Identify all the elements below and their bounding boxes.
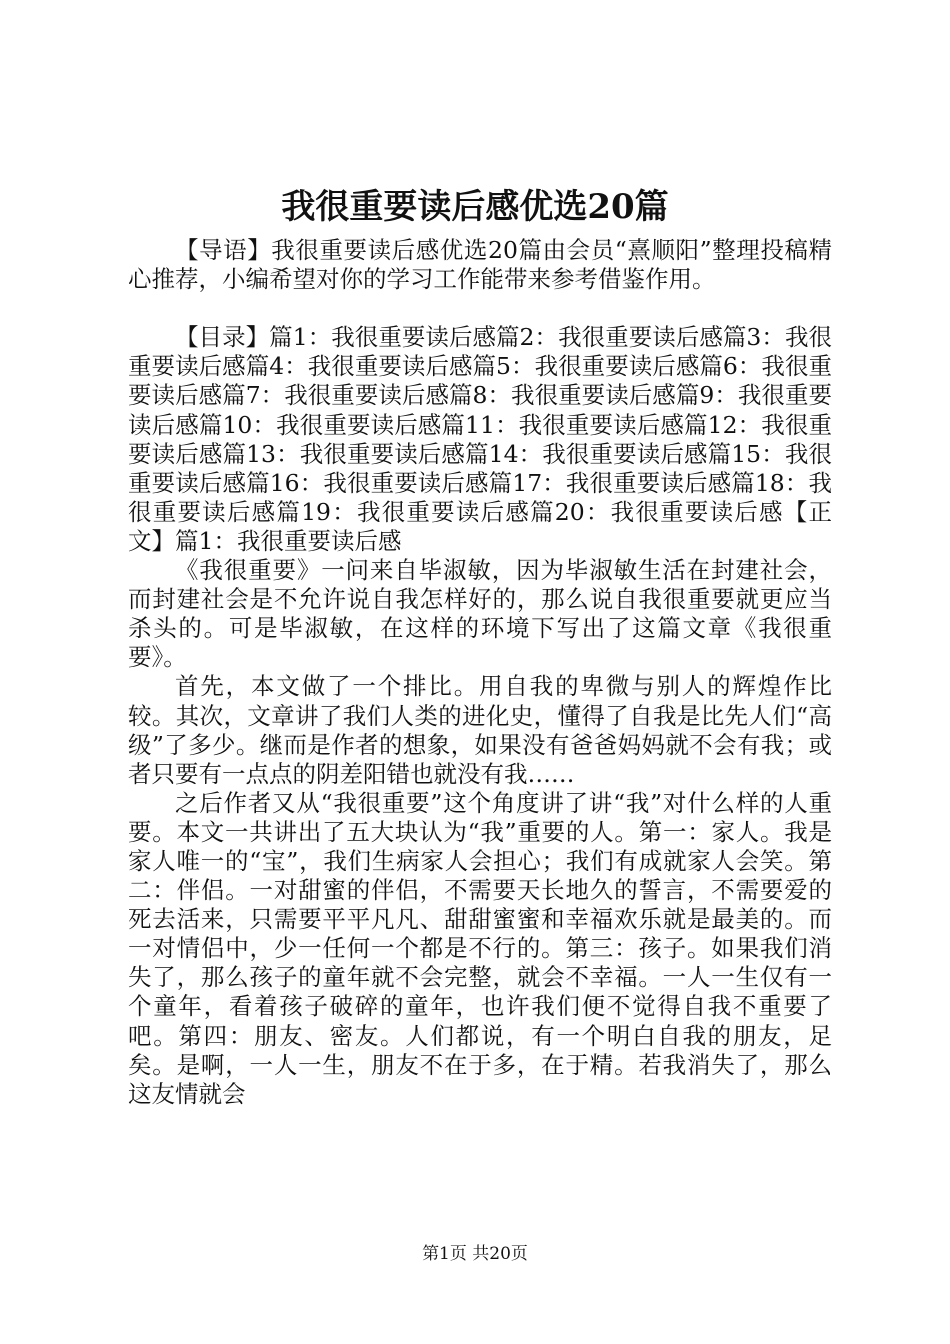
body-paragraph: 之后作者又从“我很重要”这个角度讲了讲“我”对什么样的人重要。本文一共讲出了五大块认为“我”重要的人。第一：家人。我是家人唯一的“宝”，我们生病家人会担心；我们有成就家人会笑。第二：伴侣。一对甜蜜的伴侣，不需要天长地久的誓言，不需要爱的死去活来，只需要平平凡凡、甜甜蜜蜜和幸福欢乐就是最美的。而一对情侣中，少一任何一个都是不行的。第三：孩子。如果我们消失了，那么孩子的童年就不会完整，就会不幸福。一人一生仅有一个童年，看着孩子破碎的童年，也许我们便不觉得自我不重要了吧。第四：朋友、密友。人们都说，有一个明白自我的朋友，足矣。是啊，一人一生，朋友不在于多，在于精。若我消失了，那么这友情就会 <box>128 788 832 1108</box>
document-body <box>128 236 832 1109</box>
intro-paragraph: 【导语】我很重要读后感优选20篇由会员“熹顺阳”整理投稿精心推荐，小编希望对你的学习工作能带来参考借鉴作用。 <box>128 236 832 294</box>
body-paragraph: 《我很重要》一问来自毕淑敏，因为毕淑敏生活在封建社会，而封建社会是不允许说自我怎样好的，那么说自我很重要就更应当杀头的。可是毕淑敏，在这样的环境下写出了这篇文章《我很重要》。 <box>128 556 832 672</box>
page-footer: 第1页 共20页 <box>422 1244 528 1264</box>
table-of-contents-paragraph: 【目录】篇1：我很重要读后感篇2：我很重要读后感篇3：我很重要读后感篇4：我很重要读后感篇5：我很重要读后感篇6：我很重要读后感篇7：我很重要读后感篇8：我很重要读后感篇9：我很重要读后感篇10：我很重要读后感篇11：我很重要读后感篇12：我很重要读后感篇13：我很重要读后感篇14：我很重要读后感篇15：我很重要读后感篇16：我很重要读后感篇17：我很重要读后感篇18：我很重要读后感篇19：我很重要读后感篇20：我很重要读后感【正文】篇1：我很重要读后感 <box>128 323 832 555</box>
body-paragraph: 首先，本文做了一个排比。用自我的卑微与别人的辉煌作比较。其次，文章讲了我们人类的进化史，懂得了自我是比先人们“高级”了多少。继而是作者的想象，如果没有爸爸妈妈就不会有我；或者只要有一点点的阴差阳错也就没有我…… <box>128 672 832 788</box>
document-title: 我很重要读后感优选20篇 <box>281 187 669 227</box>
